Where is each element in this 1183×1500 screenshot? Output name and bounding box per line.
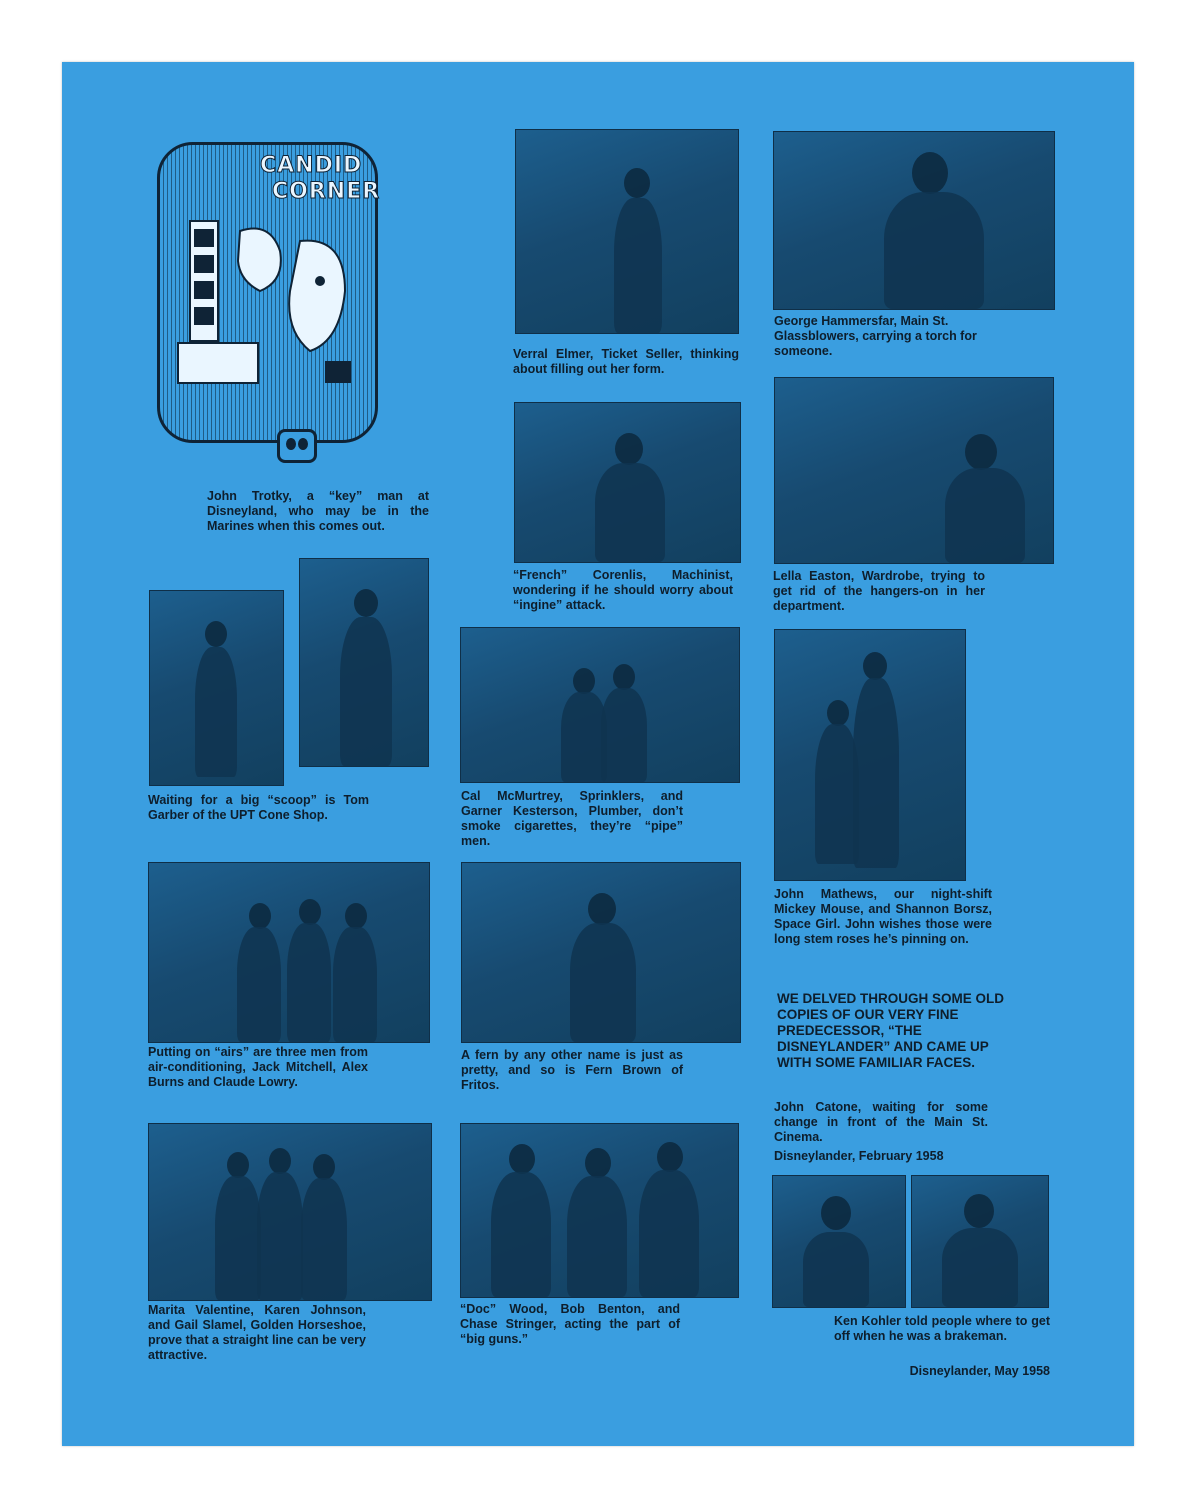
caption-tom-garber: Waiting for a big “scoop” is Tom Garber of the UPT Cone Shop.: [148, 793, 369, 822]
caption-john-catone: John Catone, waiting for some change in front of the Main St. Cinema.: [774, 1100, 988, 1144]
cartoon-photographer-illustration: [160, 211, 369, 431]
caption-george-hammersfar: George Hammersfar, Main St. Glassblowers, carrying a torch for someone.: [774, 314, 977, 358]
source-february-1958: Disneylander, February 1958: [774, 1149, 944, 1163]
caption-doc-wood: “Doc” Wood, Bob Benton, and Chase Stringer, acting the part of “big guns.”: [460, 1302, 680, 1346]
photo-lella-easton: [775, 378, 1053, 563]
photo-verral-elmer: [516, 130, 738, 333]
photo-doc-wood: [461, 1124, 738, 1297]
caption-cal-mcmurtrey: Cal McMurtrey, Sprinklers, and Garner Kesterson, Plumber, don’t smoke cigarettes, they’re “pipe” men.: [461, 789, 683, 848]
disneylander-notice: WE DELVED THROUGH SOME OLD COPIES OF OUR VERY FINE PREDECESSOR, “THE DISNEYLANDER” AND CAME UP WITH SOME FAMILIAR FACES.: [777, 991, 1005, 1070]
photo-tom-garber-2: [300, 559, 428, 766]
candid-corner-logo: [157, 142, 381, 443]
caption-marita-valentine: Marita Valentine, Karen Johnson, and Gail Slamel, Golden Horseshoe, prove that a straight line can be very attractive.: [148, 1303, 366, 1362]
photo-fern-brown: [462, 863, 740, 1042]
caption-verral-elmer: Verral Elmer, Ticket Seller, thinking about filling out her form.: [513, 347, 739, 376]
photo-john-mathews: [775, 630, 965, 880]
photo-air-conditioning-men: [149, 863, 429, 1042]
photo-cal-mcmurtrey: [461, 628, 739, 782]
caption-french-corenlis: “French” Corenlis, Machinist, wondering if he should worry about “ingine” attack.: [513, 568, 733, 612]
photo-ken-kohler: [912, 1176, 1048, 1307]
logo-title-line1: CANDID: [260, 153, 363, 178]
source-may-1958: Disneylander, May 1958: [909, 1364, 1050, 1378]
caption-air-conditioning-men: Putting on “airs” are three men from air-conditioning, Jack Mitchell, Alex Burns and Claude Lowry.: [148, 1045, 368, 1089]
photo-marita-valentine: [149, 1124, 431, 1300]
photo-french-corenlis: [515, 403, 740, 562]
caption-ken-kohler: Ken Kohler told people where to get off when he was a brakeman.: [834, 1314, 1050, 1343]
caption-lella-easton: Lella Easton, Wardrobe, trying to get rid of the hangers-on in her department.: [773, 569, 985, 613]
caption-fern-brown: A fern by any other name is just as pretty, and so is Fern Brown of Fritos.: [461, 1048, 683, 1092]
photo-john-catone: [773, 1176, 905, 1307]
emblem-icon: [277, 429, 317, 463]
newsletter-page: [62, 62, 1134, 1446]
photo-tom-garber-1: [150, 591, 283, 785]
caption-john-mathews: John Mathews, our night-shift Mickey Mouse, and Shannon Borsz, Space Girl. John wishes those were long stem roses he’s pinning on.: [774, 887, 992, 946]
caption-john-trotky: John Trotky, a “key” man at Disneyland, who may be in the Marines when this comes out.: [207, 489, 429, 533]
photo-george-hammersfar: [774, 132, 1054, 309]
logo-title-line2: CORNER: [272, 179, 381, 204]
